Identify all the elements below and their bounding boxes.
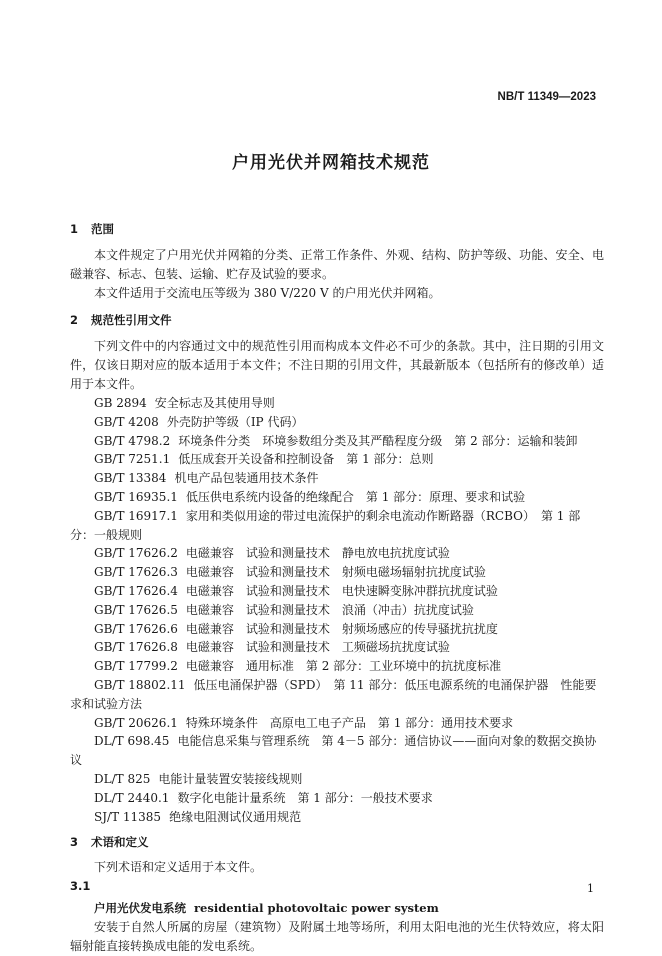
reference-code: GB/T 16935.1: [94, 489, 178, 504]
reference-list: [70, 394, 604, 826]
section-number: 2: [70, 313, 79, 327]
reference-code: GB/T 17626.8: [94, 640, 178, 655]
standard-code: NB/T 11349—2023: [497, 91, 596, 103]
reference-title: 电能信息采集与管理系统 第 4－5 部分：通信协议——面向对象的数据交换协议: [70, 734, 597, 768]
reference-title: 电磁兼容 试验和测量技术 工频磁场抗扰度试验: [185, 640, 450, 655]
reference-item: [70, 507, 604, 545]
reference-title: 低压供电系统内设备的绝缘配合 第 1 部分：原理、要求和试验: [185, 489, 526, 504]
reference-item: [70, 394, 604, 413]
scope-paragraph: 本文件规定了户用光伏并网箱的分类、正常工作条件、外观、结构、防护等级、功能、安全、电磁兼容、标志、包装、运输、贮存及试验的要求。: [70, 248, 604, 281]
reference-code: GB/T 13384: [94, 471, 167, 486]
reference-code: GB/T 17626.5: [94, 602, 178, 617]
term-chinese: 户用光伏发电系统: [94, 901, 186, 916]
reference-code: GB/T 7251.1: [94, 452, 171, 467]
reference-item: [70, 808, 604, 827]
reference-item: [70, 770, 604, 789]
reference-title: 安全标志及其使用导则: [154, 396, 275, 410]
reference-title: 机电产品包装通用技术条件: [174, 471, 319, 486]
scope-paragraph: 本文件适用于交流电压等级为 380 V/220 V 的户用光伏并网箱。: [94, 286, 441, 300]
reference-item: [70, 432, 604, 451]
reference-item: [70, 657, 604, 676]
reference-title: 绝缘电阻测试仪通用规范: [169, 809, 302, 824]
page-number: 1: [587, 882, 594, 895]
reference-item: [70, 544, 604, 563]
reference-title: 电磁兼容 试验和测量技术 静电放电抗扰度试验: [185, 546, 450, 561]
reference-title: 电磁兼容 试验和测量技术 射频电磁场辐射抗扰度试验: [185, 565, 486, 580]
reference-code: DL/T 698.45: [94, 734, 170, 749]
reference-item: [70, 563, 604, 582]
reference-title: 电磁兼容 试验和测量技术 电快速瞬变脉冲群抗扰度试验: [185, 583, 498, 598]
reference-title: 外壳防护等级（IP 代码）: [166, 414, 304, 429]
reference-title: 电磁兼容 试验和测量技术 射频场感应的传导骚扰抗扰度: [185, 621, 498, 636]
terms-intro: 下列术语和定义适用于本文件。: [94, 860, 263, 875]
term-entry: [70, 899, 604, 918]
reference-code: GB/T 17626.6: [94, 621, 178, 636]
section-1-heading: [70, 220, 604, 239]
reference-code: GB 2894: [94, 396, 147, 410]
reference-code: GB/T 16917.1: [94, 508, 178, 523]
section-number: 3: [70, 835, 79, 850]
reference-item: [70, 714, 604, 733]
reference-title: 电磁兼容 通用标准 第 2 部分：工业环境中的抗扰度标准: [185, 659, 502, 674]
reference-code: GB/T 18802.11: [94, 677, 186, 692]
section-title: 术语和定义: [91, 835, 149, 850]
document-title: 户用光伏并网箱技术规范: [232, 153, 430, 173]
reference-code: GB/T 17626.2: [94, 546, 178, 561]
reference-code: DL/T 825: [94, 771, 151, 786]
reference-code: GB/T 20626.1: [94, 715, 178, 730]
section-2-heading: [70, 311, 604, 330]
reference-item: [70, 413, 604, 432]
reference-code: GB/T 4208: [94, 414, 159, 429]
reference-title: 低压成套开关设备和控制设备 第 1 部分：总则: [178, 452, 434, 467]
reference-code: GB/T 17626.4: [94, 583, 178, 598]
section-title: 范围: [91, 222, 114, 236]
reference-item: [70, 488, 604, 507]
reference-item: [70, 450, 604, 469]
reference-item: [70, 638, 604, 657]
section-title: 规范性引用文件: [91, 313, 172, 327]
reference-item: [70, 469, 604, 488]
section-number: 1: [70, 222, 79, 236]
normative-refs-intro: 下列文件中的内容通过文中的规范性引用而构成本文件必不可少的条款。其中，注日期的引用文件，仅该日期对应的版本适用于本文件；不注日期的引用文件，其最新版本（包括所有的修改单）适用于本文件。: [70, 339, 604, 391]
reference-code: GB/T 17626.3: [94, 565, 178, 580]
reference-item: [70, 676, 604, 714]
term-english: residential photovoltaic power system: [194, 901, 439, 916]
reference-title: 家用和类似用途的带过电流保护的剩余电流动作断路器（RCBO） 第 1 部分：一般规则: [70, 508, 581, 542]
reference-item: [70, 620, 604, 639]
reference-title: 电能计量装置安装接线规则: [158, 771, 303, 786]
reference-item: [70, 582, 604, 601]
term-definition: 安装于自然人所属的房屋（建筑物）及附属土地等场所，利用太阳电池的光生伏特效应，将太阳辐射能直接转换成电能的发电系统。: [70, 920, 604, 954]
reference-title: 特殊环境条件 高原电工电子产品 第 1 部分：通用技术要求: [185, 715, 514, 730]
reference-title: 数字化电能计量系统 第 1 部分：一般技术要求: [177, 790, 433, 805]
reference-item: [70, 789, 604, 808]
reference-item: [70, 732, 604, 770]
reference-item: [70, 601, 604, 620]
reference-title: 环境条件分类 环境参数组分类及其严酷程度分级 第 2 部分：运输和装卸: [178, 433, 578, 448]
reference-code: GB/T 17799.2: [94, 659, 178, 674]
clause-number: 3.1: [70, 879, 91, 894]
document-body: [70, 214, 604, 956]
reference-code: DL/T 2440.1: [94, 790, 170, 805]
reference-code: SJ/T 11385: [94, 809, 162, 824]
reference-code: GB/T 4798.2: [94, 433, 171, 448]
section-3-heading: [70, 833, 604, 852]
reference-title: 低压电涌保护器（SPD） 第 11 部分：低压电源系统的电涌保护器 性能要求和试验方法: [70, 677, 597, 711]
reference-title: 电磁兼容 试验和测量技术 浪涌（冲击）抗扰度试验: [185, 602, 474, 617]
